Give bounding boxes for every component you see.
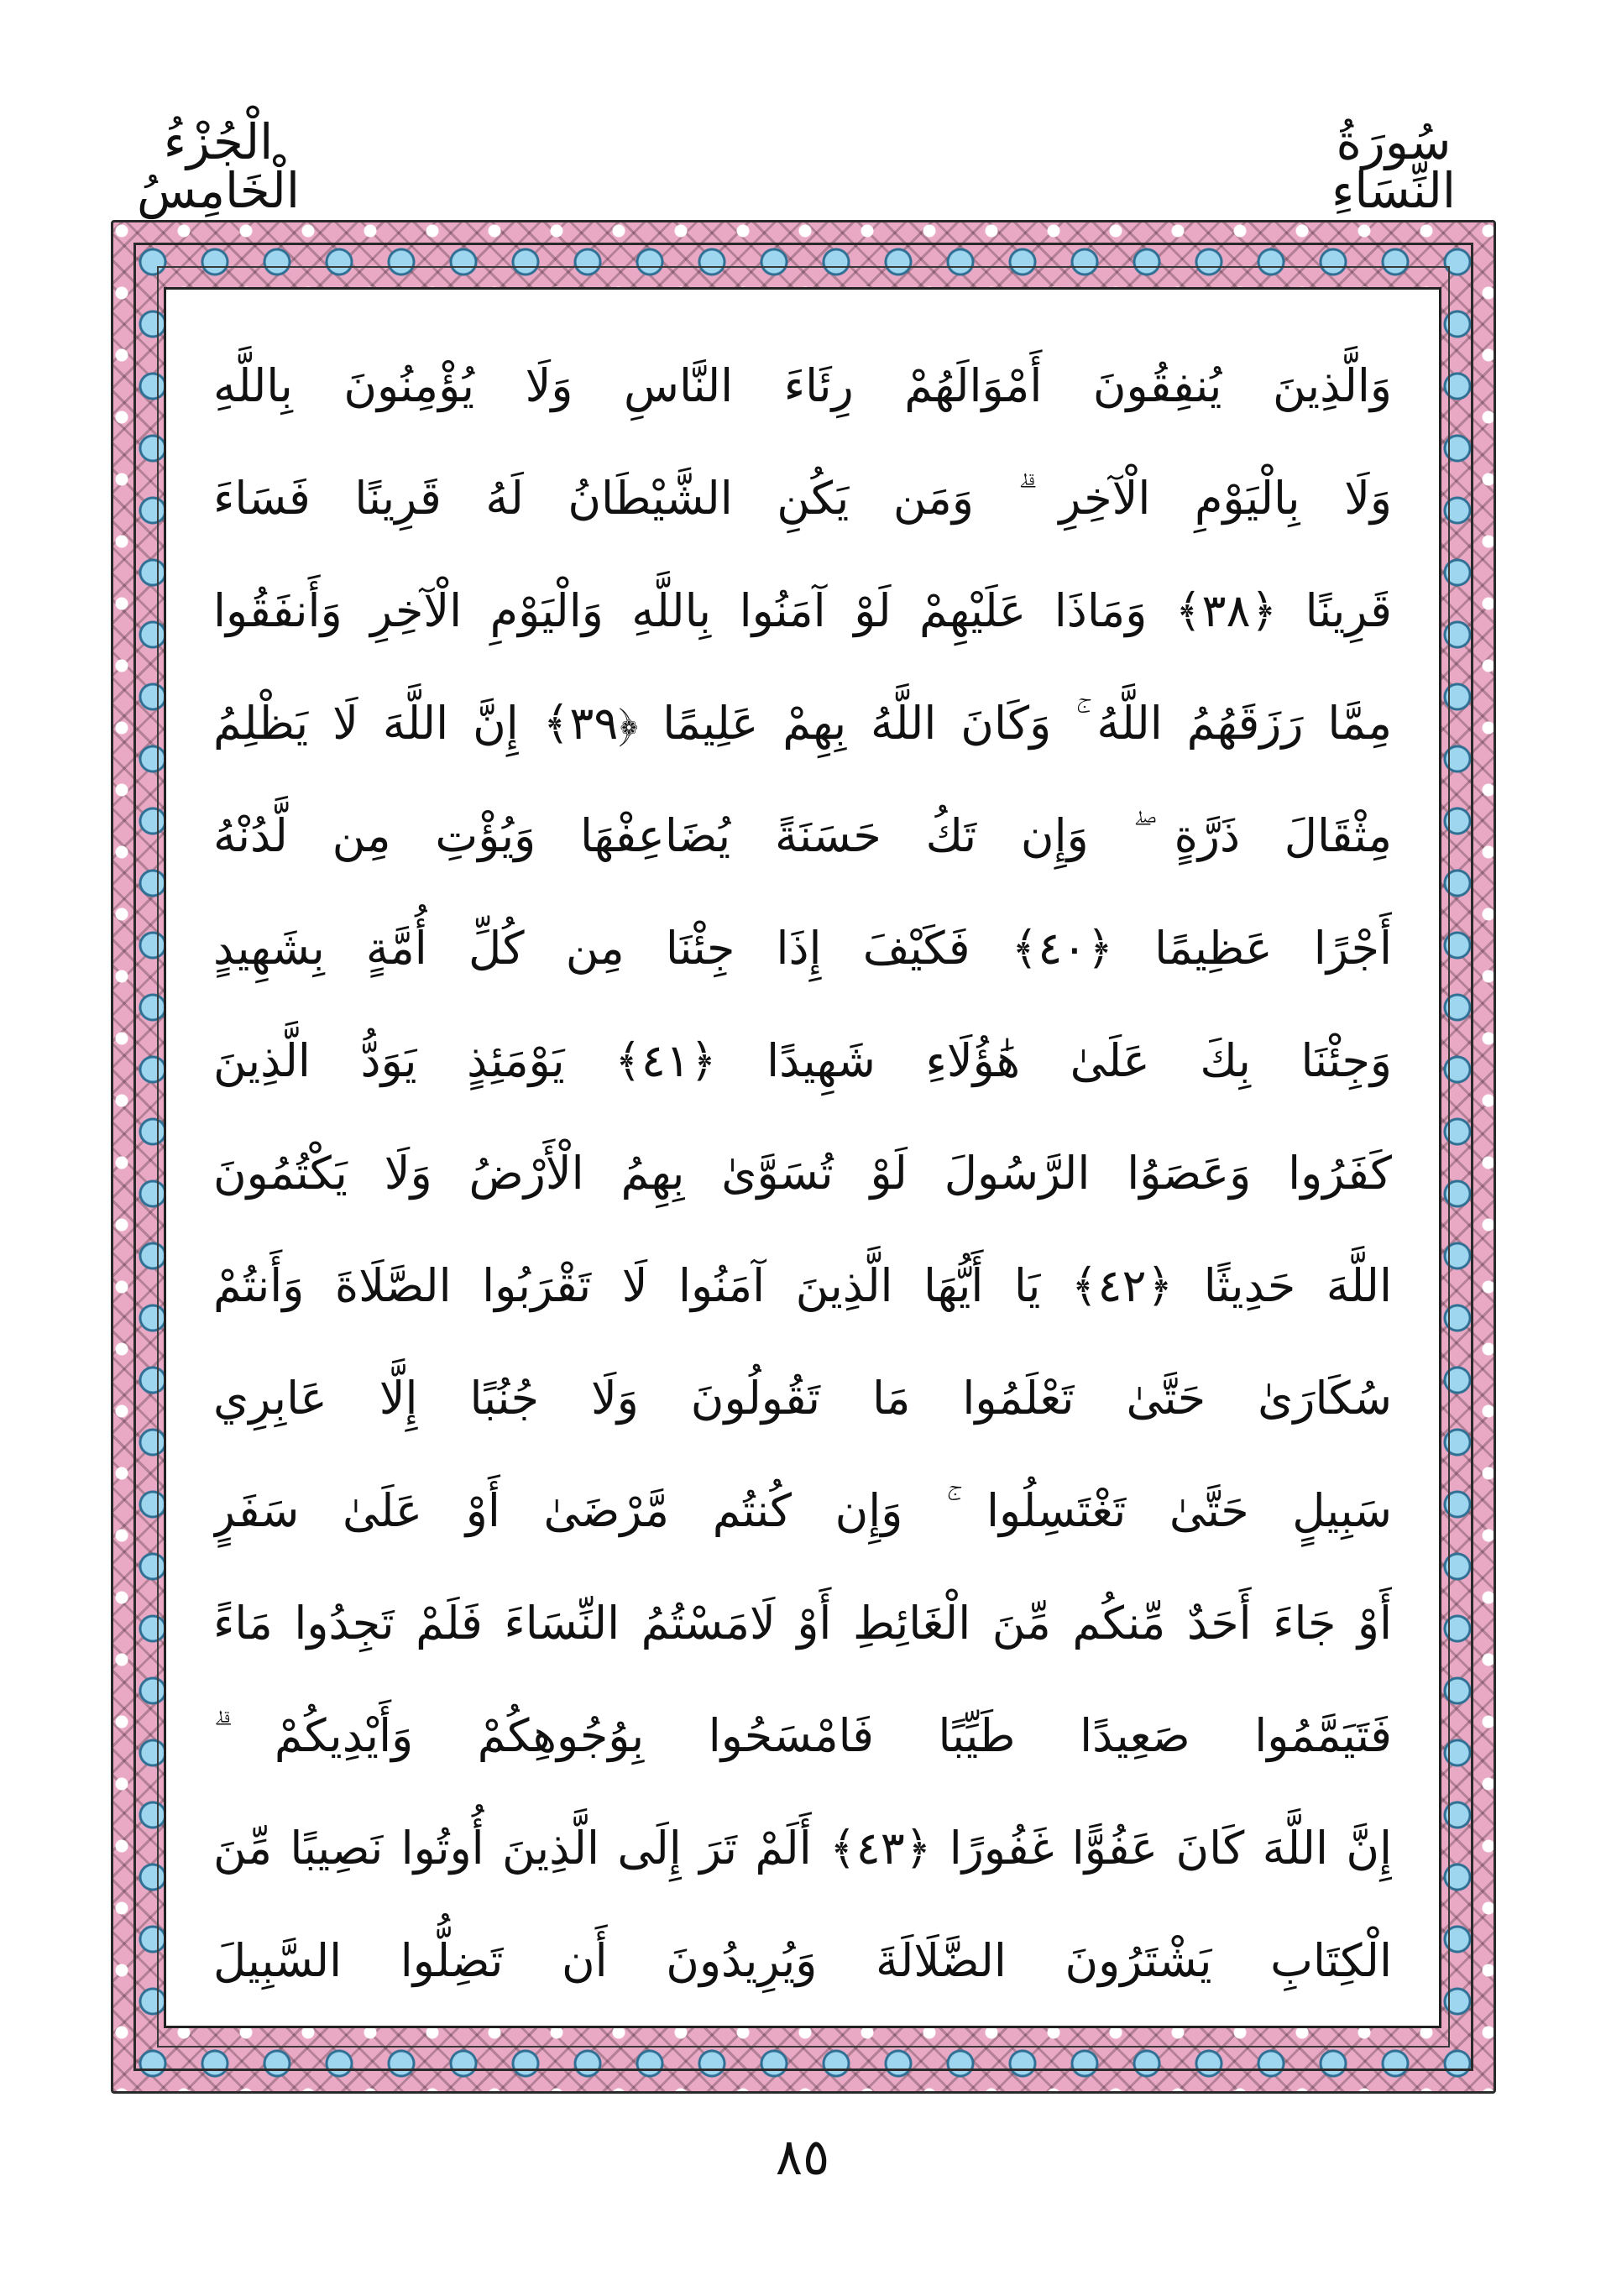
verse-line-5: مِثْقَالَ ذَرَّةٍ ۖ وَإِن تَكُ حَسَنَةً يُضَاعِفْهَا وَيُؤْتِ مِن لَّدُنْهُ	[213, 809, 1392, 862]
verse-line-9: اللَّهَ حَدِيثًا ﴿٤٢﴾ يَا أَيُّهَا الَّذِينَ آمَنُوا لَا تَقْرَبُوا الصَّلَاةَ وَأَنتُمْ	[213, 1259, 1392, 1312]
verse-line-11: سَبِيلٍ حَتَّىٰ تَغْتَسِلُوا ۚ وَإِن كُنتُم مَّرْضَىٰ أَوْ عَلَىٰ سَفَرٍ	[213, 1484, 1392, 1537]
verse-line-1: وَالَّذِينَ يُنفِقُونَ أَمْوَالَهُمْ رِئَاءَ النَّاسِ وَلَا يُؤْمِنُونَ بِاللَّهِ	[213, 359, 1392, 412]
verse-line-4: مِمَّا رَزَقَهُمُ اللَّهُ ۚ وَكَانَ اللَّهُ بِهِمْ عَلِيمًا ﴿٣٩﴾ إِنَّ اللَّهَ لَا يَظْلِمُ	[213, 697, 1392, 750]
verse-line-10: سُكَارَىٰ حَتَّىٰ تَعْلَمُوا مَا تَقُولُونَ وَلَا جُنُبًا إِلَّا عَابِرِي	[213, 1372, 1392, 1425]
verse-line-3: قَرِينًا ﴿٣٨﴾ وَمَاذَا عَلَيْهِمْ لَوْ آمَنُوا بِاللَّهِ وَالْيَوْمِ الْآخِرِ وَأَنفَقُوا	[213, 584, 1392, 637]
verse-line-15: الْكِتَابِ يَشْتَرُونَ الضَّلَالَةَ وَيُرِيدُونَ أَن تَضِلُّوا السَّبِيلَ	[213, 1934, 1392, 1987]
surah-name-header: سُورَةُ النِّسَاءِ	[1331, 113, 1456, 219]
verse-line-13: فَتَيَمَّمُوا صَعِيدًا طَيِّبًا فَامْسَحُوا بِوُجُوهِكُمْ وَأَيْدِيكُمْ ۗ	[213, 1709, 1392, 1762]
verse-lines	[213, 330, 1392, 2017]
verse-line-8: كَفَرُوا وَعَصَوُا الرَّسُولَ لَوْ تُسَوَّىٰ بِهِمُ الْأَرْضُ وَلَا يَكْتُمُونَ	[213, 1147, 1392, 1200]
verse-line-14: إِنَّ اللَّهَ كَانَ عَفُوًّا غَفُورًا ﴿٤٣﴾ أَلَمْ تَرَ إِلَى الَّذِينَ أُوتُوا نَصِيبًا مِّنَ	[213, 1822, 1392, 1875]
verse-line-6: أَجْرًا عَظِيمًا ﴿٤٠﴾ فَكَيْفَ إِذَا جِئْنَا مِن كُلِّ أُمَّةٍ بِشَهِيدٍ	[213, 922, 1392, 975]
juz-name-header: الْجُزْءُ الْخَامِسُ	[137, 113, 300, 219]
verse-line-2: وَلَا بِالْيَوْمِ الْآخِرِ ۗ وَمَن يَكُنِ الشَّيْطَانُ لَهُ قَرِينًا فَسَاءَ	[213, 472, 1392, 525]
page-number: ٨٥	[775, 2128, 830, 2187]
verse-line-7: وَجِئْنَا بِكَ عَلَىٰ هَٰؤُلَاءِ شَهِيدًا ﴿٤١﴾ يَوْمَئِذٍ يَوَدُّ الَّذِينَ	[213, 1034, 1392, 1087]
verse-line-12: أَوْ جَاءَ أَحَدٌ مِّنكُم مِّنَ الْغَائِطِ أَوْ لَامَسْتُمُ النِّسَاءَ فَلَمْ تَجِدُوا مَاءً	[213, 1597, 1392, 1650]
quran-text-panel	[164, 287, 1441, 2028]
